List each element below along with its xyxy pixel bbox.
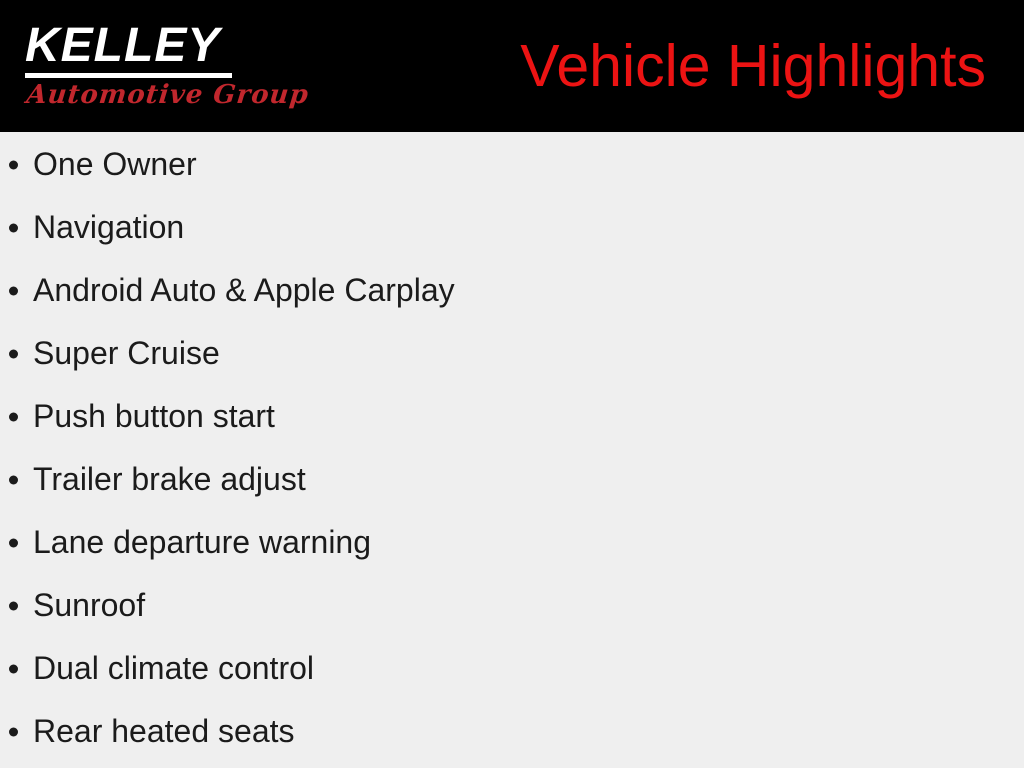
- logo-wordmark: KELLEY: [25, 19, 221, 73]
- logo-underline: [25, 73, 232, 78]
- highlight-item: Navigation: [0, 196, 1024, 259]
- highlight-item: Android Auto & Apple Carplay: [0, 259, 1024, 322]
- highlight-item: One Owner: [0, 133, 1024, 196]
- kelley-logo: [24, 19, 311, 111]
- highlight-item: Push button start: [0, 385, 1024, 448]
- page-title: Vehicle Highlights: [520, 32, 986, 99]
- highlights-list: [0, 133, 1024, 763]
- highlight-item: Super Cruise: [0, 322, 1024, 385]
- logo-tagline: Automotive Group: [24, 80, 311, 111]
- highlight-item: Lane departure warning: [0, 511, 1024, 574]
- highlights-section: [0, 132, 1024, 763]
- highlight-item: Dual climate control: [0, 637, 1024, 700]
- header-bar: [0, 0, 1024, 132]
- highlight-item: Rear heated seats: [0, 700, 1024, 763]
- highlight-item: Trailer brake adjust: [0, 448, 1024, 511]
- highlight-item: Sunroof: [0, 574, 1024, 637]
